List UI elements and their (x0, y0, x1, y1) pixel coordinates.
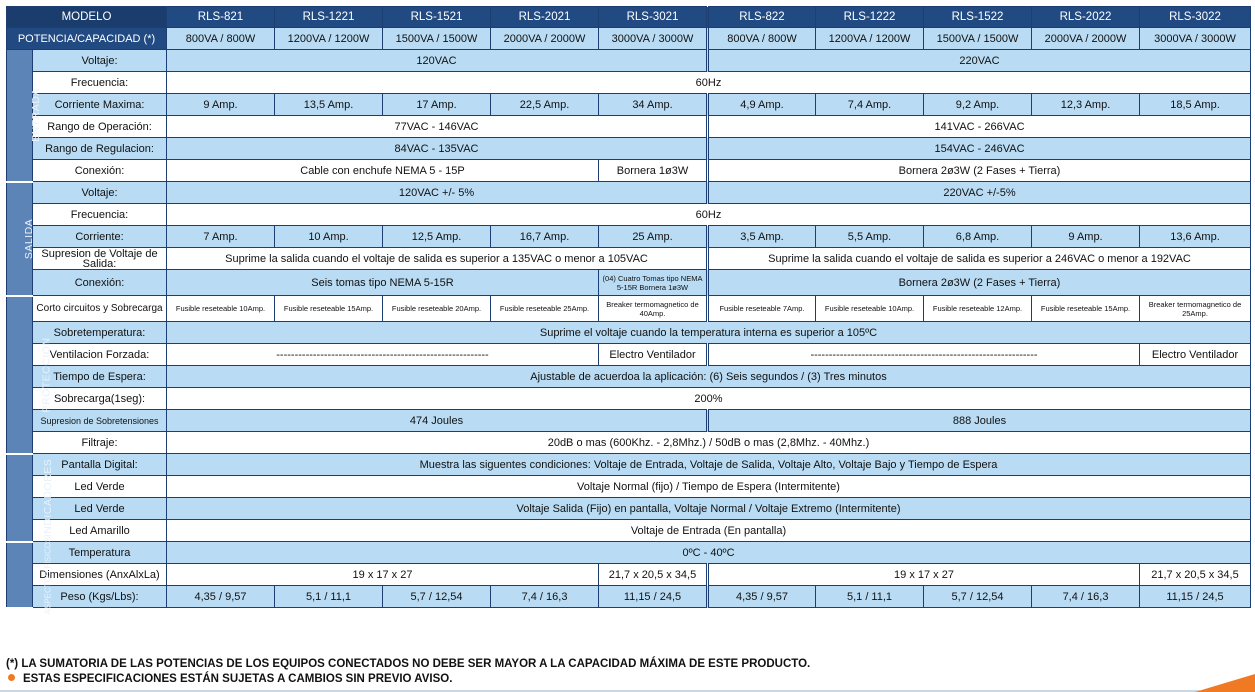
value-cell: Voltaje Normal (fijo) / Tiempo de Espera (Intermitente) (167, 476, 1251, 498)
entrada-conexion-row (7, 160, 1251, 182)
category-aspectos-label: ASPECTOS FISICOS (43, 536, 53, 614)
value-cell: Ajustable de acuerdoa la aplicación: (6) Seis segundos / (3) Tres minutos (167, 366, 1251, 388)
row-label: Led Amarillo (33, 520, 167, 542)
value-cell: 7,4 / 16,3 (491, 586, 599, 608)
capacity-cell: 2000VA / 2000W (491, 28, 599, 50)
capacity-cell: 3000VA / 3000W (1140, 28, 1251, 50)
value-cell: 12,3 Amp. (1032, 94, 1140, 116)
value-cell: 4,9 Amp. (708, 94, 816, 116)
capacity-cell: 1500VA / 1500W (924, 28, 1032, 50)
entrada-frecuencia-row (7, 72, 1251, 94)
value-cell: 34 Amp. (599, 94, 708, 116)
row-label: Supresion de Voltaje de Salida: (33, 248, 167, 270)
value-cell: 5,7 / 12,54 (924, 586, 1032, 608)
value-cell: Fusible reseteable 15Amp. (275, 296, 383, 322)
proteccion-sobretemperatura-row (7, 322, 1251, 344)
value-cell: Suprime la salida cuando el voltaje de salida es superior a 246VAC o menor a 192VAC (708, 248, 1251, 270)
row-label: Corriente: (33, 226, 167, 248)
value-cell: Breaker termomagnetico de 25Amp. (1140, 296, 1251, 322)
proteccion-corto-row (7, 296, 1251, 322)
value-cell: 474 Joules (167, 410, 708, 432)
value-cell: 5,5 Amp. (816, 226, 924, 248)
value-cell: 10 Amp. (275, 226, 383, 248)
value-cell: 200% (167, 388, 1251, 410)
value-cell: Fusible reseteable 12Amp. (924, 296, 1032, 322)
capacity-cell: 2000VA / 2000W (1032, 28, 1140, 50)
value-cell: 11,15 / 24,5 (1140, 586, 1251, 608)
row-label: Filtraje: (33, 432, 167, 454)
model-cell: RLS-2022 (1032, 7, 1140, 28)
row-label: Led Verde (33, 476, 167, 498)
row-label: Rango de Operación: (33, 116, 167, 138)
value-cell: 6,8 Amp. (924, 226, 1032, 248)
value-cell: 11,15 / 24,5 (599, 586, 708, 608)
value-cell: 4,35 / 9,57 (167, 586, 275, 608)
spec-table (6, 6, 1251, 614)
bullet-dot-icon (8, 674, 15, 681)
capacity-cell: 3000VA / 3000W (599, 28, 708, 50)
value-cell: 19 x 17 x 27 (167, 564, 599, 586)
value-cell: 3,5 Amp. (708, 226, 816, 248)
value-cell: Bornera 1ø3W (599, 160, 708, 182)
model-cell: RLS-3022 (1140, 7, 1251, 28)
row-label: Supresion de Sobretensiones (33, 410, 167, 432)
entrada-voltaje-row (7, 50, 1251, 72)
value-cell: 7 Amp. (167, 226, 275, 248)
value-cell: 888 Joules (708, 410, 1251, 432)
category-entrada-label: ENTRADA (29, 88, 42, 143)
note-changes: ESTAS ESPECIFICACIONES ESTÁN SUJETAS A CAMBIOS SIN PREVIO AVISO. (23, 673, 453, 685)
value-cell: 7,4 Amp. (816, 94, 924, 116)
value-cell: 13,6 Amp. (1140, 226, 1251, 248)
row-label: Conexión: (33, 160, 167, 182)
capacity-cell: 800VA / 800W (167, 28, 275, 50)
value-cell: 21,7 x 20,5 x 34,5 (599, 564, 708, 586)
value-cell: Fusible reseteable 15Amp. (1032, 296, 1140, 322)
entrada-rango-operacion-row (7, 116, 1251, 138)
value-cell: 21,7 x 20,5 x 34,5 (1140, 564, 1251, 586)
salida-voltaje-row (7, 182, 1251, 204)
row-label: Corriente Maxima: (33, 94, 167, 116)
header-row-potencia (7, 28, 1251, 50)
value-cell: 60Hz (167, 72, 1251, 94)
value-cell: 120VAC (167, 50, 708, 72)
value-cell: 22,5 Amp. (491, 94, 599, 116)
model-cell: RLS-821 (167, 7, 275, 28)
indicadores-led-verde-1-row (7, 476, 1251, 498)
potencia-label: POTENCIA/CAPACIDAD (*) (7, 28, 167, 50)
model-cell: RLS-1222 (816, 7, 924, 28)
indicadores-led-verde-2-row (7, 498, 1251, 520)
value-cell: 4,35 / 9,57 (708, 586, 816, 608)
indicadores-led-amarillo-row (7, 520, 1251, 542)
value-cell: 9 Amp. (167, 94, 275, 116)
entrada-rango-regulacion-row (7, 138, 1251, 160)
value-cell: Suprime la salida cuando el voltaje de salida es superior a 135VAC o menor a 105VAC (167, 248, 708, 270)
salida-supresion-row (7, 248, 1251, 270)
row-label: Led Verde (33, 498, 167, 520)
proteccion-filtraje-row (7, 432, 1251, 454)
value-cell: 220VAC +/-5% (708, 182, 1251, 204)
proteccion-ventilacion-row (7, 344, 1251, 366)
proteccion-sobrecarga-row (7, 388, 1251, 410)
value-cell: 7,4 / 16,3 (1032, 586, 1140, 608)
entrada-corriente-row (7, 94, 1251, 116)
row-label: Peso (Kgs/Lbs): (33, 586, 167, 608)
category-indicadores (7, 454, 55, 542)
model-cell: RLS-3021 (599, 7, 708, 28)
value-cell: 25 Amp. (599, 226, 708, 248)
aspectos-dimensiones-row (7, 564, 1251, 586)
value-cell: Voltaje de Entrada (En pantalla) (167, 520, 1251, 542)
indicadores-pantalla-row (7, 454, 1251, 476)
salida-corriente-row (7, 226, 1251, 248)
value-cell: Suprime el voltaje cuando la temperatura interna es superior a 105ºC (167, 322, 1251, 344)
category-aspectos (7, 536, 53, 614)
value-cell: 77VAC - 146VAC (167, 116, 708, 138)
footnotes (6, 657, 810, 687)
modelo-label: MODELO (7, 7, 167, 28)
value-cell: (04) Cuatro Tomas tipo NEMA 5-15R Bornera 1ø3W (599, 270, 708, 296)
capacity-cell: 800VA / 800W (708, 28, 816, 50)
value-cell: Fusible reseteable 10Amp. (816, 296, 924, 322)
proteccion-supresion-row (7, 410, 1251, 432)
value-cell: Voltaje Salida (Fijo) en pantalla, Voltaje Normal / Voltaje Extremo (Intermitente) (167, 498, 1251, 520)
salida-frecuencia-row (7, 204, 1251, 226)
header-row-modelo (7, 7, 1251, 28)
value-cell: 141VAC - 266VAC (708, 116, 1251, 138)
row-label: Conexión: (33, 270, 167, 296)
value-cell: Fusible reseteable 20Amp. (383, 296, 491, 322)
row-label: Frecuencia: (33, 72, 167, 94)
value-cell: Fusible reseteable 25Amp. (491, 296, 599, 322)
value-cell: 18,5 Amp. (1140, 94, 1251, 116)
value-cell: 19 x 17 x 27 (708, 564, 1140, 586)
model-cell: RLS-822 (708, 7, 816, 28)
category-salida-label: SALIDA (23, 218, 36, 259)
proteccion-espera-row (7, 366, 1251, 388)
row-label: Corto circuitos y Sobrecarga (33, 296, 167, 322)
note-capacity: (*) LA SUMATORIA DE LAS POTENCIAS DE LOS EQUIPOS CONECTADOS NO DEBE SER MAYOR A LA CAPACIDAD MÁXIMA DE ESTE PRODUCTO. (6, 658, 811, 670)
model-cell: RLS-1521 (383, 7, 491, 28)
row-label: Ventilacion Forzada: (33, 344, 167, 366)
category-salida (7, 182, 36, 296)
value-cell: 16,7 Amp. (491, 226, 599, 248)
value-cell: 9,2 Amp. (924, 94, 1032, 116)
value-cell: 84VAC - 135VAC (167, 138, 708, 160)
value-cell: Seis tomas tipo NEMA 5-15R (167, 270, 599, 296)
value-cell: -------------------------------------------------------------- (708, 344, 1140, 366)
value-cell: 5,1 / 11,1 (275, 586, 383, 608)
value-cell: 220VAC (708, 50, 1251, 72)
row-label: Voltaje: (33, 50, 167, 72)
value-cell: 60Hz (167, 204, 1251, 226)
row-label: Tiempo de Espera: (33, 366, 167, 388)
value-cell: Breaker termomagnetico de 40Amp. (599, 296, 708, 322)
row-label: Temperatura (33, 542, 167, 564)
capacity-cell: 1200VA / 1200W (275, 28, 383, 50)
category-proteccion-label: PROTECCION (40, 336, 53, 413)
row-label: Rango de Regulacion: (33, 138, 167, 160)
aspectos-peso-row (7, 586, 1251, 608)
value-cell: Bornera 2ø3W (2 Fases + Tierra) (708, 270, 1251, 296)
value-cell: Bornera 2ø3W (2 Fases + Tierra) (708, 160, 1251, 182)
category-proteccion (7, 296, 53, 454)
value-cell: Muestra las siguentes condiciones: Voltaje de Entrada, Voltaje de Salida, Voltaje Alto, Voltaje Bajo y Tiempo de Espera (167, 454, 1251, 476)
value-cell: 5,1 / 11,1 (816, 586, 924, 608)
value-cell: 12,5 Amp. (383, 226, 491, 248)
value-cell: ---------------------------------------------------------- (167, 344, 599, 366)
value-cell: 154VAC - 246VAC (708, 138, 1251, 160)
row-label: Dimensiones (AnxAlxLa) (33, 564, 167, 586)
value-cell: Electro Ventilador (599, 344, 708, 366)
model-cell: RLS-1522 (924, 7, 1032, 28)
row-label: Pantalla Digital: (33, 454, 167, 476)
value-cell: 17 Amp. (383, 94, 491, 116)
value-cell: 0ºC - 40ºC (167, 542, 1251, 564)
value-cell: Cable con enchufe NEMA 5 - 15P (167, 160, 599, 182)
salida-conexion-row (7, 270, 1251, 296)
value-cell: 5,7 / 12,54 (383, 586, 491, 608)
model-cell: RLS-1221 (275, 7, 383, 28)
row-label: Sobretemperatura: (33, 322, 167, 344)
category-indicadores-label: INDICADORES (42, 458, 55, 537)
value-cell: 20dB o mas (600Khz. - 2,8Mhz.) / 50dB o mas (2,8Mhz. - 40Mhz.) (167, 432, 1251, 454)
capacity-cell: 1500VA / 1500W (383, 28, 491, 50)
row-label: Voltaje: (33, 182, 167, 204)
value-cell: Fusible reseteable 10Amp. (167, 296, 275, 322)
row-label: Sobrecarga(1seg): (33, 388, 167, 410)
value-cell: 120VAC +/- 5% (167, 182, 708, 204)
model-cell: RLS-2021 (491, 7, 599, 28)
value-cell: Fusible reseteable 7Amp. (708, 296, 816, 322)
value-cell: 9 Amp. (1032, 226, 1140, 248)
aspectos-temperatura-row (7, 542, 1251, 564)
capacity-cell: 1200VA / 1200W (816, 28, 924, 50)
row-label: Frecuencia: (33, 204, 167, 226)
category-entrada (7, 50, 42, 182)
note-changes-line (6, 672, 810, 687)
orange-corner-decoration (1195, 674, 1255, 692)
value-cell: Electro Ventilador (1140, 344, 1251, 366)
value-cell: 13,5 Amp. (275, 94, 383, 116)
